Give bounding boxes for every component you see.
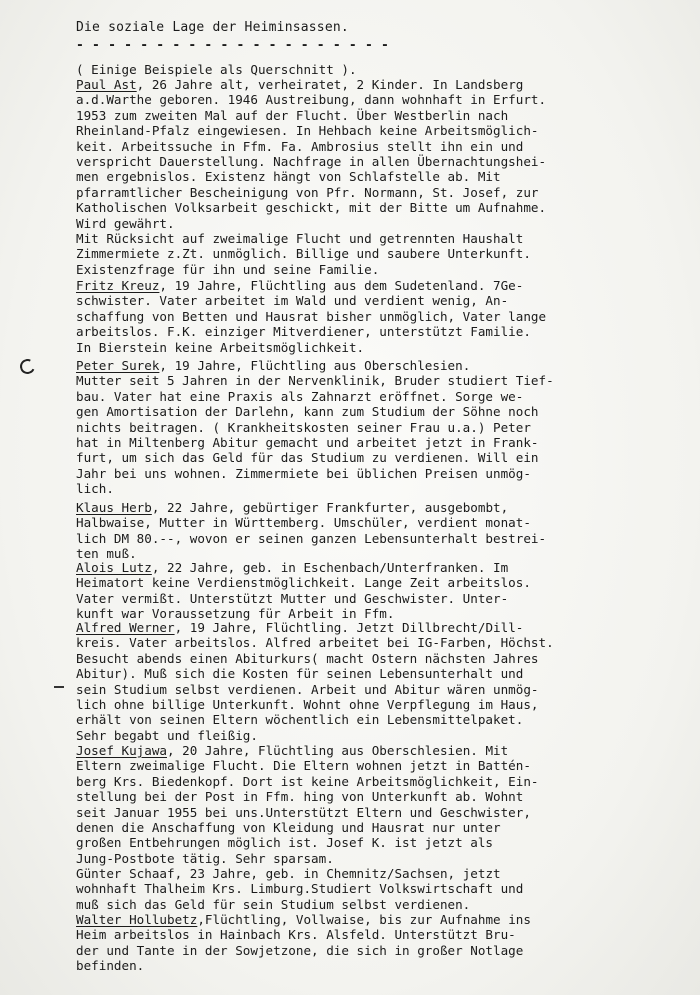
entry-line: Jung-Postbote tätig. Sehr sparsam.: [76, 850, 334, 866]
entry-line: erhält von seinen Eltern wöchentlich ein Lebensmittelpaket.: [76, 712, 524, 728]
entry-line: , 19 Jahre, Flüchtling aus dem Sudetenland. 7Ge-: [159, 278, 524, 293]
entry-line: Eltern zweimalige Flucht. Die Eltern wohnen jetzt in Battén-: [76, 758, 531, 774]
entry-line: In Bierstein keine Arbeitsmöglichkeit.: [76, 339, 365, 355]
entry-line: , 20 Jahre, Flüchtling aus Oberschlesien. Mit: [167, 743, 509, 758]
entry-paul-ast: [76, 77, 676, 277]
entry-line: hat in Miltenberg Abitur gemacht und arbeitet jetzt in Frank-: [76, 434, 539, 450]
entry-fritz-kreuz: [76, 278, 676, 355]
entry-line: Heimatort keine Verdienstmöglichkeit. Lange Zeit arbeitslos.: [76, 575, 531, 591]
entry-line: , 19 Jahre, Flüchtling aus Oberschlesien.: [159, 358, 471, 373]
entry-line: lich DM 80.--, wovon er seinen ganzen Lebensunterhalt bestrei-: [76, 530, 547, 546]
entry-alois-lutz: [76, 560, 676, 622]
entry-line: lich ohne billige Unterkunft. Wohnt ohne Verpflegung im Haus,: [76, 696, 539, 712]
entry-line: Sehr begabt und fleißig.: [76, 727, 258, 743]
entry-line: men ergebnislos. Existenz hängt von Schlafstelle ab. Mit: [76, 169, 501, 185]
entry-line: furt, um sich das Geld für das Studium zu verdienen. Will ein: [76, 450, 539, 466]
entry-line: bau. Vater hat eine Praxis als Zahnarzt eröffnet. Sorge we-: [76, 388, 524, 404]
entry-line: Mutter seit 5 Jahren in der Nervenklinik, Bruder studiert Tief-: [76, 373, 554, 389]
entry-line: Jahr bei uns wohnen. Zimmermiete bei üblichen Preisen unmög-: [76, 465, 531, 481]
person-name: Alois Lutz: [76, 560, 152, 575]
person-name: Peter Surek: [76, 358, 160, 373]
entry-klaus-herb: [76, 500, 676, 562]
intro-line: ( Einige Beispiele als Querschnitt ).: [76, 62, 357, 77]
entry-line: Abitur). Muß sich die Kosten für seinen Lebensunterhalt und: [76, 666, 524, 682]
entry-line: keit. Arbeitssuche in Ffm. Fa. Ambrosius stellt ihn ein und: [76, 138, 524, 154]
entry-line: Vater vermißt. Unterstützt Mutter und Geschwister. Unter-: [76, 590, 509, 606]
entry-line: seit Januar 1955 bei uns.Unterstützt Eltern und Geschwister,: [76, 804, 531, 820]
entry-line: lich.: [76, 481, 114, 497]
title-underline: - - - - - - - - - - - - - - - - - - - -: [76, 38, 390, 53]
entry-line: nichts beitragen. ( Krankheitskosten seiner Frau u.a.) Peter: [76, 419, 531, 435]
person-name: Alfred Werner: [76, 620, 175, 635]
entry-line: Mit Rücksicht auf zweimalige Flucht und getrennten Haushalt: [76, 230, 524, 246]
entry-peter-surek: [76, 358, 676, 497]
entry-line: Rheinland-Pfalz eingewiesen. In Hehbach keine Arbeitsmöglich-: [76, 123, 539, 139]
person-name: Walter Hollubetz: [76, 912, 198, 927]
entry-line: , 23 Jahre, geb. in Chemnitz/Sachsen, jetzt: [174, 866, 501, 881]
person-name: Klaus Herb: [76, 500, 152, 515]
entry-line: , 22 Jahre, gebürtiger Frankfurter, ausgebombt,: [151, 500, 509, 515]
punch-hole-mark: [18, 357, 37, 376]
entry-line: denen die Anschaffung von Kleidung und Hausrat nur unter: [76, 819, 501, 835]
entry-line: gen Amortisation der Darlehn, kann zum Studium der Söhne noch: [76, 404, 539, 420]
person-name: Günter Schaaf: [76, 866, 175, 881]
entry-line: verspricht Dauerstellung. Nachfrage in allen Übernachtungshei-: [76, 153, 547, 169]
entry-line: der und Tante in der Sowjetzone, die sich in großer Notlage: [76, 942, 524, 958]
entry-line: stellung bei der Post in Ffm. hing von Unterkunft ab. Wohnt: [76, 789, 524, 805]
person-name: Fritz Kreuz: [76, 278, 160, 293]
entry-line: , 22 Jahre, geb. in Eschenbach/Unterfranken. Im: [151, 560, 509, 575]
margin-mark: [54, 686, 64, 688]
entry-line: Heim arbeitslos in Hainbach Krs. Alsfeld. Unterstützt Bru-: [76, 927, 516, 943]
entry-line: 1953 zum zweiten Mal auf der Flucht. Über Westberlin nach: [76, 107, 509, 123]
entry-line: ,Flüchtling, Vollwaise, bis zur Aufnahme ins: [197, 912, 531, 927]
entry-line: muß sich das Geld für sein Studium selbst verdienen.: [76, 896, 471, 912]
entry-line: sein Studium selbst verdienen. Arbeit und Abitur wären unmög-: [76, 681, 539, 697]
entry-line: arbeitslos. F.K. einziger Mitverdiener, unterstützt Familie.: [76, 324, 531, 340]
entry-line: wohnhaft Thalheim Krs. Limburg.Studiert Volkswirtschaft und: [76, 881, 524, 897]
entry-line: berg Krs. Biedenkopf. Dort ist keine Arbeitsmöglichkeit, Ein-: [76, 773, 539, 789]
entry-line: , 26 Jahre alt, verheiratet, 2 Kinder. In Landsberg: [136, 77, 524, 92]
document-title: Die soziale Lage der Heiminsassen.: [76, 20, 349, 35]
entry-line: schwister. Vater arbeitet im Wald und verdient wenig, An-: [76, 293, 509, 309]
intro: [76, 62, 676, 77]
entry-line: a.d.Warthe geboren. 1946 Austreibung, dann wohnhaft in Erfurt.: [76, 92, 547, 108]
entry-line: Katholischen Volksarbeit geschickt, mit der Bitte um Aufnahme.: [76, 200, 547, 216]
entry-line: Zimmermiete z.Zt. unmöglich. Billige und saubere Unterkunft.: [76, 246, 531, 262]
entry-walter-hollubetz: [76, 912, 676, 974]
entry-josef-kujawa: [76, 743, 676, 866]
entry-line: Besucht abends einen Abiturkurs( macht Ostern nächsten Jahres: [76, 650, 539, 666]
entry-guenter-schaaf: [76, 866, 676, 912]
entry-line: Existenzfrage für ihn und seine Familie.: [76, 261, 380, 277]
entry-line: befinden.: [76, 958, 145, 974]
entry-line: pfarramtlicher Bescheinigung von Pfr. Normann, St. Josef, zur: [76, 184, 539, 200]
entry-line: kreis. Vater arbeitslos. Alfred arbeitet bei IG-Farben, Höchst.: [76, 635, 554, 651]
entry-line: kunft war Voraussetzung für Arbeit in Ffm.: [76, 606, 395, 622]
entry-line: großen Entbehrungen möglich ist. Josef K. ist jetzt als: [76, 835, 494, 851]
entry-line: Halbwaise, Mutter in Württemberg. Umschüler, verdient monat-: [76, 515, 531, 531]
entry-alfred-werner: [76, 620, 676, 743]
entry-line: ten muß.: [76, 546, 137, 562]
entry-line: , 19 Jahre, Flüchtling. Jetzt Dillbrecht/Dill-: [174, 620, 524, 635]
entry-line: schaffung von Betten und Hausrat bisher unmöglich, Vater lange: [76, 308, 547, 324]
entry-line: Wird gewährt.: [76, 215, 175, 231]
person-name: Paul Ast: [76, 77, 137, 92]
person-name: Josef Kujawa: [76, 743, 167, 758]
